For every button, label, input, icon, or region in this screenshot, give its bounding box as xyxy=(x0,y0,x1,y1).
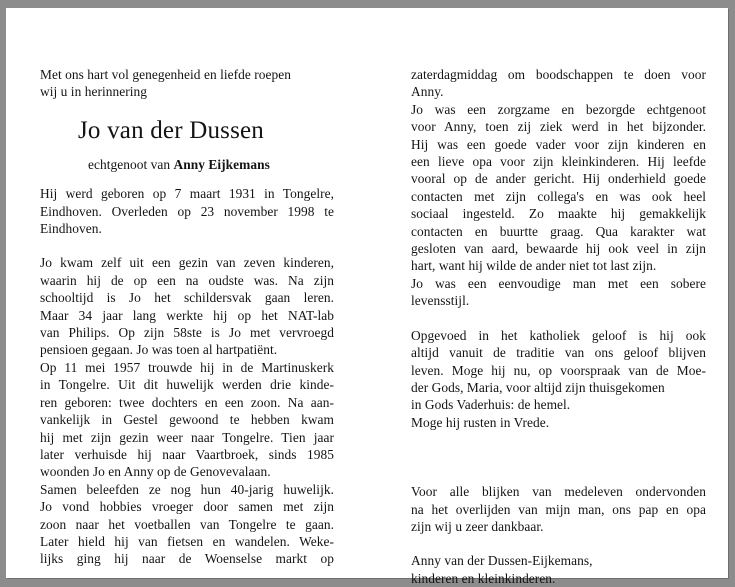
signature-line: kinderen en kleinkinderen. xyxy=(411,570,556,586)
spouse-line xyxy=(88,156,334,173)
invitation-text xyxy=(40,66,334,101)
left-column xyxy=(40,66,334,568)
text-line: Eindhoven. xyxy=(40,221,102,237)
text-line: zoon naar het voetballen van Tongelre te gaan. xyxy=(40,516,334,532)
text-line: contacten en buurtte graag. Qua karakter wat xyxy=(411,223,706,239)
text-line: Eindhoven. Overleden op 23 november 1998 te xyxy=(40,203,334,219)
memorial-card xyxy=(6,8,728,586)
text-line: contacten met zijn collega's en was ook heel xyxy=(411,188,706,204)
text-line: in Tongelre. Uit dit huwelijk werden drie kinde- xyxy=(40,377,334,393)
spouse-name: Anny Eijkemans xyxy=(173,156,270,172)
text-line: van Philips. Op zijn 58ste is Jo met vervroegd xyxy=(40,325,334,341)
text-line: na het overlijden van mijn man, ons pap en opa xyxy=(411,501,706,517)
text-line: later verhuisde hij naar Vaartbroek, sinds 1985 xyxy=(40,446,334,462)
text-line: Hij werd geboren op 7 maart 1931 in Tongelre, xyxy=(40,186,334,202)
text-line: vooral op de ander gericht. Hij onderhield goede xyxy=(411,171,706,187)
text-line: sociaal ingesteld. Zo maakte hij gemakkelijk xyxy=(411,206,706,222)
text-line: pensioen gegaan. Jo was toen al hartpatiënt. xyxy=(40,342,278,358)
text-line: Jo vond hobbies vroeger door samen met zijn xyxy=(40,499,334,515)
text-line: Op 11 mei 1957 trouwde hij in de Martinuskerk xyxy=(40,359,334,375)
right-column xyxy=(411,66,706,587)
text-line: levensstijl. xyxy=(411,293,470,309)
text-line: zaterdagmiddag om boodschappen te doen voor xyxy=(411,67,706,82)
signature-block xyxy=(411,552,706,587)
thanks-paragraph xyxy=(411,483,706,535)
text-line: altijd vanuit de traditie van ons geloof blijven xyxy=(411,345,706,361)
text-line: in Gods Vaderhuis: de hemel. xyxy=(411,397,571,413)
text-line: Opgevoed in het katholiek geloof is hij ook xyxy=(411,327,706,343)
signature-line: Anny van der Dussen-Eijkemans, xyxy=(411,553,593,569)
text-line: Hij was een goede vader voor zijn kinderen en xyxy=(411,136,706,152)
biography-continued xyxy=(411,66,706,310)
text-line: waarin hij de op een na oudste was. Na zijn xyxy=(40,272,334,288)
text-line: gesloten van aard, bewaarde hij ook veel in zijn xyxy=(411,241,706,257)
text-line: Anny. xyxy=(411,84,444,100)
text-line: hart, want hij wilde de ander niet tot last zijn. xyxy=(411,258,657,274)
text-line: hij met zijn gezin weer naar Tongelre. Tien jaar xyxy=(40,429,334,445)
deceased-name: Jo van der Dussen xyxy=(78,116,265,144)
birth-death-paragraph xyxy=(40,185,334,237)
text-line: Later hield hij van fietsen en wandelen. Weke- xyxy=(40,533,334,549)
text-line: ren geboren: twee dochters en een zoon. Na aan- xyxy=(40,394,334,410)
text-line: Jo was een eenvoudige man met een sobere xyxy=(411,275,706,291)
biography-paragraph xyxy=(40,254,334,567)
text-line: zijn wij u zeer dankbaar. xyxy=(411,518,544,534)
text-line: voor Anny, toen zij ziek werd in het bijzonder. xyxy=(411,119,706,135)
text-line: woonden Jo en Anny op de Genovevalaan. xyxy=(40,464,271,480)
text-line: Moge hij rusten in Vrede. xyxy=(411,414,550,430)
faith-paragraph xyxy=(411,327,706,431)
text-line: leven. Moge hij nu, op voorspraak van de Moe- xyxy=(411,362,706,378)
text-line: der Gods, Maria, voor altijd zijn thuisgekomen xyxy=(411,379,665,395)
spouse-prefix: echtgenoot van xyxy=(88,156,171,172)
text-line: Jo kwam zelf uit een gezin van zeven kinderen, xyxy=(40,255,334,271)
text-line: Jo was een zorgzame en bezorgde echtgenoot xyxy=(411,101,706,117)
text-line: een lieve opa voor zijn kleinkinderen. Hij leefde xyxy=(411,154,706,170)
invitation-line: wij u in herinnering xyxy=(40,84,147,100)
text-line: Voor alle blijken van medeleven ondervonden xyxy=(411,484,706,500)
text-line: Maar 34 jaar lang werkte hij op het NAT-lab xyxy=(40,307,334,323)
text-line: vankelijk in Gestel gewoond te hebben kwam xyxy=(40,412,334,428)
text-line: lijks ging hij naar de Woenselse markt op xyxy=(40,551,334,567)
text-line: schooltijd is Jo het schildersvak gaan leren. xyxy=(40,290,334,306)
text-line: Samen beleefden ze nog hun 40-jarig huwelijk. xyxy=(40,481,334,497)
invitation-line: Met ons hart vol genegenheid en liefde roepen xyxy=(40,67,292,82)
